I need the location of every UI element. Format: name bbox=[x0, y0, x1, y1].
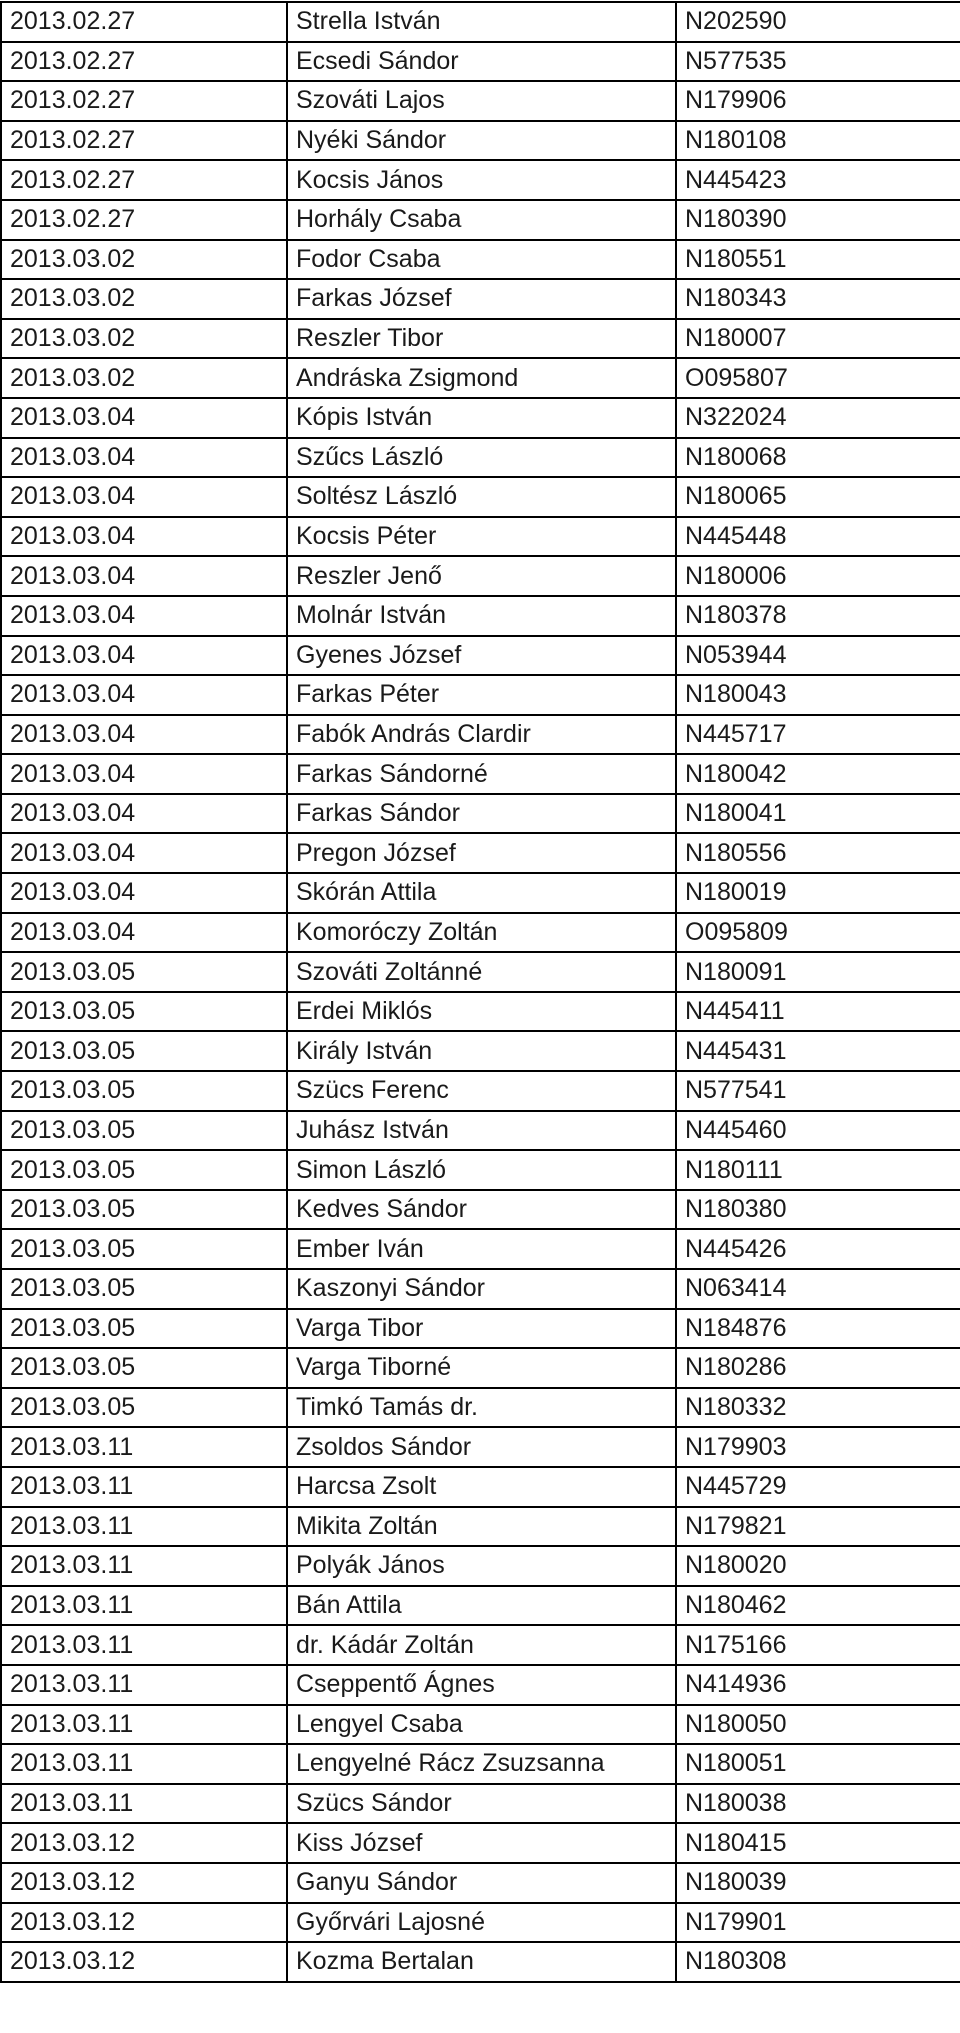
code-cell: N202590 bbox=[676, 2, 960, 42]
name-cell: Zsoldos Sándor bbox=[287, 1427, 676, 1467]
code-cell: N063414 bbox=[676, 1269, 960, 1309]
table-row bbox=[1, 200, 960, 240]
table-row bbox=[1, 754, 960, 794]
code-cell: N445448 bbox=[676, 517, 960, 557]
date-cell: 2013.03.05 bbox=[1, 1348, 287, 1388]
name-cell: Reszler Tibor bbox=[287, 319, 676, 359]
code-cell: N180007 bbox=[676, 319, 960, 359]
table-row bbox=[1, 121, 960, 161]
table-row bbox=[1, 1823, 960, 1863]
date-cell: 2013.03.04 bbox=[1, 794, 287, 834]
date-cell: 2013.02.27 bbox=[1, 121, 287, 161]
code-cell: N180111 bbox=[676, 1150, 960, 1190]
table-row bbox=[1, 358, 960, 398]
code-cell: N445460 bbox=[676, 1111, 960, 1151]
name-cell: Szováti Zoltánné bbox=[287, 952, 676, 992]
name-cell: Kocsis Péter bbox=[287, 517, 676, 557]
date-cell: 2013.03.11 bbox=[1, 1665, 287, 1705]
code-cell: N180041 bbox=[676, 794, 960, 834]
date-cell: 2013.03.02 bbox=[1, 358, 287, 398]
code-cell: N180042 bbox=[676, 754, 960, 794]
name-cell: Fabók András Clardir bbox=[287, 715, 676, 755]
date-cell: 2013.03.04 bbox=[1, 398, 287, 438]
code-cell: N414936 bbox=[676, 1665, 960, 1705]
date-cell: 2013.02.27 bbox=[1, 42, 287, 82]
code-cell: N445423 bbox=[676, 160, 960, 200]
table-row bbox=[1, 160, 960, 200]
name-cell: Molnár István bbox=[287, 596, 676, 636]
name-cell: Kozma Bertalan bbox=[287, 1942, 676, 1982]
date-cell: 2013.03.11 bbox=[1, 1705, 287, 1745]
date-cell: 2013.03.04 bbox=[1, 596, 287, 636]
table-row bbox=[1, 1269, 960, 1309]
code-cell: N053944 bbox=[676, 636, 960, 676]
date-cell: 2013.03.11 bbox=[1, 1546, 287, 1586]
name-cell: Szücs Sándor bbox=[287, 1784, 676, 1824]
code-cell: N180108 bbox=[676, 121, 960, 161]
table-row bbox=[1, 1625, 960, 1665]
code-cell: N445717 bbox=[676, 715, 960, 755]
code-cell: N184876 bbox=[676, 1309, 960, 1349]
code-cell: N445729 bbox=[676, 1467, 960, 1507]
date-cell: 2013.03.11 bbox=[1, 1625, 287, 1665]
date-cell: 2013.03.04 bbox=[1, 675, 287, 715]
table-row bbox=[1, 1150, 960, 1190]
date-cell: 2013.02.27 bbox=[1, 2, 287, 42]
date-cell: 2013.03.05 bbox=[1, 952, 287, 992]
table-row bbox=[1, 42, 960, 82]
table-row bbox=[1, 1388, 960, 1428]
code-cell: N445411 bbox=[676, 992, 960, 1032]
date-cell: 2013.03.04 bbox=[1, 438, 287, 478]
date-cell: 2013.03.04 bbox=[1, 477, 287, 517]
name-cell: Győrvári Lajosné bbox=[287, 1903, 676, 1943]
name-cell: Farkas József bbox=[287, 279, 676, 319]
code-cell: N180415 bbox=[676, 1823, 960, 1863]
name-cell: Pregon József bbox=[287, 833, 676, 873]
date-cell: 2013.02.27 bbox=[1, 200, 287, 240]
date-cell: 2013.03.04 bbox=[1, 754, 287, 794]
date-cell: 2013.03.11 bbox=[1, 1586, 287, 1626]
table-row bbox=[1, 873, 960, 913]
code-cell: N180308 bbox=[676, 1942, 960, 1982]
table-row bbox=[1, 1467, 960, 1507]
records-table bbox=[0, 1, 960, 1983]
name-cell: dr. Kádár Zoltán bbox=[287, 1625, 676, 1665]
name-cell: Lengyelné Rácz Zsuzsanna bbox=[287, 1744, 676, 1784]
table-row bbox=[1, 596, 960, 636]
date-cell: 2013.03.11 bbox=[1, 1507, 287, 1547]
date-cell: 2013.03.02 bbox=[1, 240, 287, 280]
code-cell: N577541 bbox=[676, 1071, 960, 1111]
date-cell: 2013.03.05 bbox=[1, 1031, 287, 1071]
table-row bbox=[1, 81, 960, 121]
table-row bbox=[1, 1507, 960, 1547]
table-row bbox=[1, 279, 960, 319]
table-row bbox=[1, 1190, 960, 1230]
date-cell: 2013.03.04 bbox=[1, 833, 287, 873]
code-cell: N179901 bbox=[676, 1903, 960, 1943]
date-cell: 2013.03.04 bbox=[1, 636, 287, 676]
date-cell: 2013.03.04 bbox=[1, 873, 287, 913]
name-cell: Komoróczy Zoltán bbox=[287, 913, 676, 953]
name-cell: Varga Tibor bbox=[287, 1309, 676, 1349]
table-row bbox=[1, 1665, 960, 1705]
date-cell: 2013.03.05 bbox=[1, 1190, 287, 1230]
table-row bbox=[1, 1111, 960, 1151]
table-row bbox=[1, 1942, 960, 1982]
table-row bbox=[1, 833, 960, 873]
date-cell: 2013.03.04 bbox=[1, 715, 287, 755]
code-cell: N180043 bbox=[676, 675, 960, 715]
name-cell: Kópis István bbox=[287, 398, 676, 438]
name-cell: Farkas Péter bbox=[287, 675, 676, 715]
name-cell: Skórán Attila bbox=[287, 873, 676, 913]
date-cell: 2013.03.11 bbox=[1, 1467, 287, 1507]
code-cell: N180051 bbox=[676, 1744, 960, 1784]
name-cell: Farkas Sándor bbox=[287, 794, 676, 834]
name-cell: Szücs Ferenc bbox=[287, 1071, 676, 1111]
date-cell: 2013.03.04 bbox=[1, 913, 287, 953]
table-row bbox=[1, 556, 960, 596]
code-cell: N445431 bbox=[676, 1031, 960, 1071]
code-cell: N180006 bbox=[676, 556, 960, 596]
code-cell: N180462 bbox=[676, 1586, 960, 1626]
code-cell: N180039 bbox=[676, 1863, 960, 1903]
table-row bbox=[1, 636, 960, 676]
date-cell: 2013.03.12 bbox=[1, 1863, 287, 1903]
code-cell: N180551 bbox=[676, 240, 960, 280]
name-cell: Farkas Sándorné bbox=[287, 754, 676, 794]
table-row bbox=[1, 913, 960, 953]
date-cell: 2013.03.11 bbox=[1, 1427, 287, 1467]
code-cell: N180390 bbox=[676, 200, 960, 240]
table-row bbox=[1, 1586, 960, 1626]
name-cell: Ecsedi Sándor bbox=[287, 42, 676, 82]
table-row bbox=[1, 240, 960, 280]
code-cell: N180332 bbox=[676, 1388, 960, 1428]
code-cell: N179903 bbox=[676, 1427, 960, 1467]
date-cell: 2013.03.04 bbox=[1, 517, 287, 557]
date-cell: 2013.03.05 bbox=[1, 1150, 287, 1190]
table-row bbox=[1, 398, 960, 438]
name-cell: Reszler Jenő bbox=[287, 556, 676, 596]
table-row bbox=[1, 2, 960, 42]
date-cell: 2013.03.05 bbox=[1, 1309, 287, 1349]
table-row bbox=[1, 1071, 960, 1111]
table-row bbox=[1, 1784, 960, 1824]
name-cell: Kocsis János bbox=[287, 160, 676, 200]
table-row bbox=[1, 992, 960, 1032]
date-cell: 2013.03.11 bbox=[1, 1784, 287, 1824]
table-row bbox=[1, 319, 960, 359]
table-row bbox=[1, 952, 960, 992]
code-cell: N180380 bbox=[676, 1190, 960, 1230]
code-cell: N180556 bbox=[676, 833, 960, 873]
date-cell: 2013.02.27 bbox=[1, 160, 287, 200]
name-cell: Varga Tiborné bbox=[287, 1348, 676, 1388]
name-cell: Ember Iván bbox=[287, 1229, 676, 1269]
name-cell: Simon László bbox=[287, 1150, 676, 1190]
code-cell: N180065 bbox=[676, 477, 960, 517]
code-cell: N577535 bbox=[676, 42, 960, 82]
table-row bbox=[1, 675, 960, 715]
name-cell: Cseppentő Ágnes bbox=[287, 1665, 676, 1705]
code-cell: N180020 bbox=[676, 1546, 960, 1586]
table-row bbox=[1, 1546, 960, 1586]
date-cell: 2013.03.02 bbox=[1, 319, 287, 359]
date-cell: 2013.03.05 bbox=[1, 1229, 287, 1269]
name-cell: Király István bbox=[287, 1031, 676, 1071]
table-row bbox=[1, 794, 960, 834]
code-cell: N180091 bbox=[676, 952, 960, 992]
name-cell: Szűcs László bbox=[287, 438, 676, 478]
code-cell: O095809 bbox=[676, 913, 960, 953]
records-table-body bbox=[1, 2, 960, 1982]
table-row bbox=[1, 1031, 960, 1071]
name-cell: Nyéki Sándor bbox=[287, 121, 676, 161]
name-cell: Harcsa Zsolt bbox=[287, 1467, 676, 1507]
date-cell: 2013.03.12 bbox=[1, 1823, 287, 1863]
date-cell: 2013.03.05 bbox=[1, 1111, 287, 1151]
code-cell: O095807 bbox=[676, 358, 960, 398]
name-cell: Timkó Tamás dr. bbox=[287, 1388, 676, 1428]
date-cell: 2013.03.11 bbox=[1, 1744, 287, 1784]
code-cell: N180343 bbox=[676, 279, 960, 319]
code-cell: N180050 bbox=[676, 1705, 960, 1745]
code-cell: N175166 bbox=[676, 1625, 960, 1665]
name-cell: Soltész László bbox=[287, 477, 676, 517]
date-cell: 2013.03.04 bbox=[1, 556, 287, 596]
name-cell: Juhász István bbox=[287, 1111, 676, 1151]
table-row bbox=[1, 1348, 960, 1388]
name-cell: Kedves Sándor bbox=[287, 1190, 676, 1230]
code-cell: N180038 bbox=[676, 1784, 960, 1824]
table-row bbox=[1, 1903, 960, 1943]
table-row bbox=[1, 517, 960, 557]
name-cell: Lengyel Csaba bbox=[287, 1705, 676, 1745]
date-cell: 2013.03.05 bbox=[1, 1388, 287, 1428]
date-cell: 2013.02.27 bbox=[1, 81, 287, 121]
name-cell: Strella István bbox=[287, 2, 676, 42]
code-cell: N180068 bbox=[676, 438, 960, 478]
date-cell: 2013.03.02 bbox=[1, 279, 287, 319]
name-cell: Kaszonyi Sándor bbox=[287, 1269, 676, 1309]
code-cell: N180019 bbox=[676, 873, 960, 913]
code-cell: N445426 bbox=[676, 1229, 960, 1269]
table-row bbox=[1, 715, 960, 755]
table-row bbox=[1, 1229, 960, 1269]
name-cell: Horhály Csaba bbox=[287, 200, 676, 240]
table-row bbox=[1, 477, 960, 517]
code-cell: N322024 bbox=[676, 398, 960, 438]
name-cell: Andráska Zsigmond bbox=[287, 358, 676, 398]
code-cell: N179906 bbox=[676, 81, 960, 121]
table-row bbox=[1, 1863, 960, 1903]
date-cell: 2013.03.05 bbox=[1, 1071, 287, 1111]
date-cell: 2013.03.05 bbox=[1, 992, 287, 1032]
table-row bbox=[1, 1427, 960, 1467]
name-cell: Bán Attila bbox=[287, 1586, 676, 1626]
name-cell: Mikita Zoltán bbox=[287, 1507, 676, 1547]
code-cell: N180378 bbox=[676, 596, 960, 636]
table-row bbox=[1, 1309, 960, 1349]
code-cell: N179821 bbox=[676, 1507, 960, 1547]
name-cell: Fodor Csaba bbox=[287, 240, 676, 280]
table-row bbox=[1, 1705, 960, 1745]
table-row bbox=[1, 438, 960, 478]
date-cell: 2013.03.12 bbox=[1, 1942, 287, 1982]
name-cell: Szováti Lajos bbox=[287, 81, 676, 121]
name-cell: Erdei Miklós bbox=[287, 992, 676, 1032]
name-cell: Gyenes József bbox=[287, 636, 676, 676]
name-cell: Ganyu Sándor bbox=[287, 1863, 676, 1903]
code-cell: N180286 bbox=[676, 1348, 960, 1388]
table-row bbox=[1, 1744, 960, 1784]
date-cell: 2013.03.05 bbox=[1, 1269, 287, 1309]
name-cell: Polyák János bbox=[287, 1546, 676, 1586]
name-cell: Kiss József bbox=[287, 1823, 676, 1863]
date-cell: 2013.03.12 bbox=[1, 1903, 287, 1943]
